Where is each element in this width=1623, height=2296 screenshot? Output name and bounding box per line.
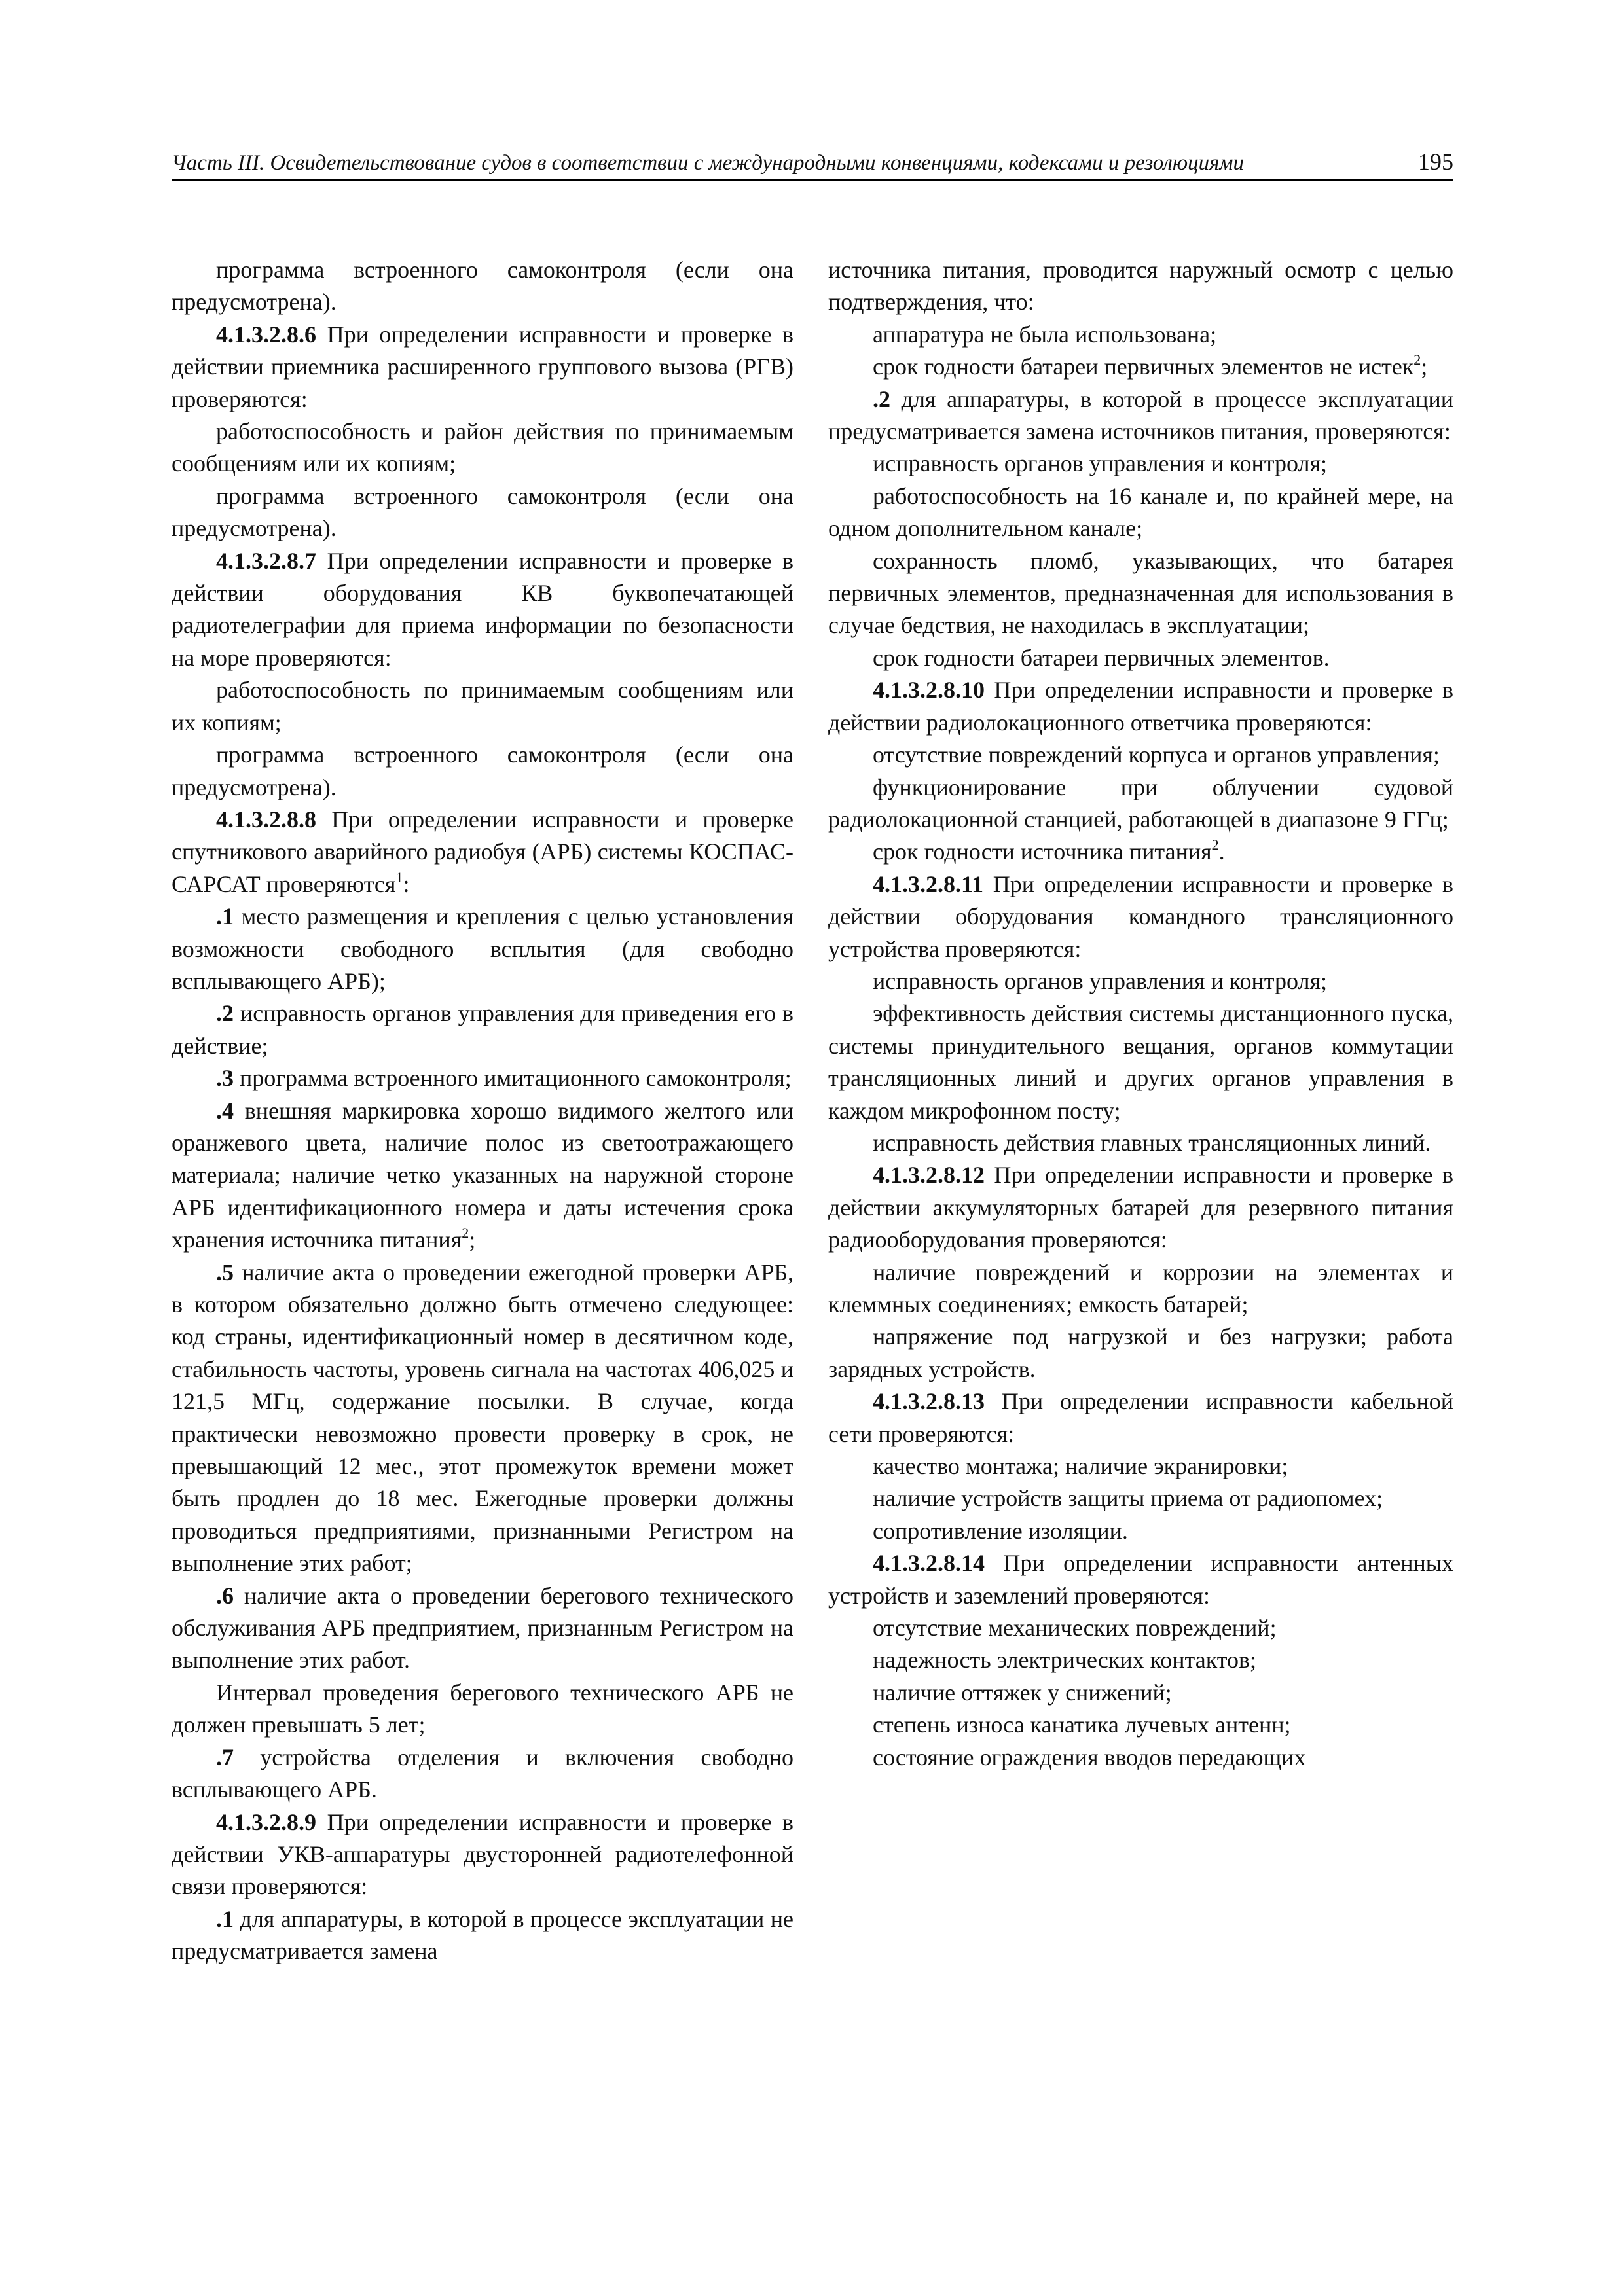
paragraph — [828, 1677, 1453, 1709]
paragraph — [828, 1612, 1453, 1644]
paragraph — [172, 1062, 793, 1094]
paragraph-text: Интервал проведения берегового технического АРБ не должен превышать 5 лет; — [172, 1679, 793, 1738]
clause-number: .1 — [216, 1905, 234, 1932]
paragraph-text: место размещения и крепления с целью установления возможности свободного всплытия (для свободно всплывающего АРБ); — [172, 903, 793, 994]
clause-number: 4.1.3.2.8.11 — [873, 870, 984, 897]
paragraph — [828, 1515, 1453, 1547]
clause-number: 4.1.3.2.8.6 — [216, 321, 316, 348]
paragraph — [828, 1321, 1453, 1386]
paragraph — [828, 1159, 1453, 1256]
paragraph — [172, 1903, 793, 1968]
clause-number: 4.1.3.2.8.13 — [873, 1388, 985, 1415]
clause-number: .5 — [216, 1259, 234, 1285]
paragraph-text: устройства отделения и включения свободно всплывающего АРБ. — [172, 1744, 793, 1803]
clause-number: .4 — [216, 1097, 234, 1124]
clause-number: 4.1.3.2.8.12 — [873, 1162, 985, 1189]
paragraph — [828, 1450, 1453, 1482]
header-title: Часть III. Освидетельствование судов в соответствии с международными конвенциями, кодексами и резолюциями — [172, 151, 1244, 175]
paragraph-text: При определении исправности и проверке в действии радиолокационного ответчика проверяются: — [828, 677, 1453, 736]
clause-number: .2 — [873, 386, 890, 412]
clause-number: .3 — [216, 1065, 234, 1092]
paragraph-text: для аппаратуры, в которой в процессе эксплуатации не предусматривается замена — [172, 1905, 793, 1965]
paragraph-text: работоспособность на 16 канале и, по крайней мере, на одном дополнительном канале; — [828, 482, 1453, 542]
paragraph-text: наличие акта о проведении ежегодной проверки АРБ, в котором обязательно должно быть отмечено следующее: код страны, идентификационный номер в десятичном коде, стабильность частоты, уровень сигнала на частотах 406,025 и 121,5 МГц, содержание посылки. В случае, когда практически невозможно провести проверку в срок, не превышающий 12 мес., этот промежуток времени может быть продлен до 18 мес. Ежегодные проверки должны проводиться предприятиями, признанными Регистром на выполнение этих работ; — [172, 1259, 793, 1577]
paragraph — [172, 1677, 793, 1742]
paragraph-text: функционирование при облучении судовой радиолокационной станцией, работающей в диапазоне 9 ГГц; — [828, 774, 1453, 833]
paragraph-text: исправность органов управления и контроля; — [873, 450, 1328, 477]
paragraph-text: надежность электрических контактов; — [873, 1647, 1256, 1674]
paragraph — [172, 997, 793, 1062]
paragraph-text: При определении исправности и проверке в действии оборудования КВ буквопечатающей радиотелеграфии для приема информации по безопасности на море проверяются: — [172, 547, 793, 671]
footnote-ref: 1 — [395, 869, 403, 886]
paragraph-text: наличие устройств защиты приема от радиопомех; — [873, 1485, 1383, 1512]
paragraph-text: При определении исправности антенных устройств и заземлений проверяются: — [828, 1550, 1453, 1609]
paragraph — [828, 739, 1453, 771]
clause-number: 4.1.3.2.8.7 — [216, 547, 316, 574]
paragraph — [172, 1806, 793, 1903]
paragraph-text: срок годности батареи первичных элементов не истек — [873, 353, 1414, 380]
paragraph-text: внешняя маркировка хорошо видимого желтого или оранжевого цвета, наличие полос из светоотражающего материала; наличие четко указанных на наружной стороне АРБ идентификационного номера и даты истечения срока хранения источника питания — [172, 1097, 793, 1253]
running-header — [172, 145, 1453, 181]
paragraph — [172, 480, 793, 545]
clause-number: 4.1.3.2.8.9 — [216, 1808, 316, 1835]
paragraph — [172, 1095, 793, 1257]
paragraph-text: При определении исправности и проверке в действии оборудования командного трансляционного устройства проверяются: — [828, 870, 1453, 962]
paragraph — [828, 997, 1453, 1127]
paragraph-tail: ; — [1421, 353, 1428, 380]
paragraph — [172, 1257, 793, 1580]
paragraph — [828, 1644, 1453, 1676]
paragraph — [828, 1127, 1453, 1159]
paragraph — [828, 1742, 1453, 1774]
clause-number: .1 — [216, 903, 234, 930]
paragraph-text: эффективность действия системы дистанционного пуска, системы принудительного вещания, органов коммутации трансляционных линий и других органов управления в каждом микрофонном посту; — [828, 1000, 1453, 1124]
paragraph-text: состояние ограждения вводов передающих — [873, 1744, 1306, 1770]
paragraph — [172, 1580, 793, 1677]
paragraph — [828, 674, 1453, 739]
paragraph — [828, 1257, 1453, 1321]
paragraph-text: наличие оттяжек у снижений; — [873, 1679, 1172, 1706]
paragraph-text: исправность органов управления для приведения его в действие; — [172, 1000, 793, 1059]
paragraph — [172, 254, 793, 319]
paragraph — [828, 642, 1453, 674]
paragraph — [828, 351, 1453, 383]
paragraph — [828, 869, 1453, 965]
paragraph-text: программа встроенного самоконтроля (если она предусмотрена). — [172, 257, 793, 315]
paragraph — [828, 965, 1453, 997]
paragraph — [828, 384, 1453, 448]
paragraph — [828, 448, 1453, 480]
footnote-ref: 2 — [462, 1225, 469, 1242]
paragraph — [172, 739, 793, 804]
paragraph-text: отсутствие механических повреждений; — [873, 1615, 1277, 1641]
paragraph-text: напряжение под нагрузкой и без нагрузки; работа зарядных устройств. — [828, 1323, 1453, 1382]
paragraph-text: программа встроенного имитационного самоконтроля; — [234, 1065, 792, 1092]
paragraph-text: степень износа канатика лучевых антенн; — [873, 1712, 1291, 1738]
paragraph — [828, 1547, 1453, 1612]
paragraph-text: исправность органов управления и контроля; — [873, 967, 1328, 994]
clause-number: .6 — [216, 1582, 234, 1609]
footnote-ref: 2 — [1211, 836, 1219, 853]
paragraph-text: аппаратура не была использована; — [873, 321, 1217, 348]
paragraph-tail: ; — [469, 1227, 476, 1253]
paragraph — [828, 836, 1453, 868]
clause-number: 4.1.3.2.8.10 — [873, 677, 985, 704]
paragraph-text: При определении исправности и проверке в действии УКВ-аппаратуры двусторонней радиотелефонной связи проверяются: — [172, 1808, 793, 1900]
paragraph-text: При определении исправности кабельной сети проверяются: — [828, 1388, 1453, 1447]
paragraph — [172, 416, 793, 480]
paragraph — [172, 545, 793, 675]
paragraph-text: источника питания, проводится наружный осмотр с целью подтверждения, что: — [828, 257, 1453, 315]
left-column — [172, 254, 793, 1968]
paragraph — [172, 804, 793, 901]
paragraph-text: работоспособность и район действия по принимаемым сообщениям или их копиям; — [172, 418, 793, 477]
paragraph — [828, 1386, 1453, 1450]
paragraph — [828, 1709, 1453, 1741]
paragraph-text: срок годности источника питания — [873, 838, 1212, 865]
paragraph — [172, 674, 793, 739]
paragraph — [828, 319, 1453, 351]
clause-number: .2 — [216, 1000, 234, 1027]
clause-number: 4.1.3.2.8.8 — [216, 806, 316, 833]
paragraph-text: программа встроенного самоконтроля (если она предусмотрена). — [172, 482, 793, 542]
paragraph-text: срок годности батареи первичных элементов. — [873, 644, 1330, 671]
paragraph-tail: . — [1218, 838, 1225, 865]
paragraph — [828, 480, 1453, 545]
paragraph-text: При определении исправности и проверке спутникового аварийного радиобуя (АРБ) системы КОСПАС-САРСАТ проверяются — [172, 806, 793, 897]
paragraph-text: качество монтажа; наличие экранировки; — [873, 1453, 1288, 1480]
paragraph — [828, 254, 1453, 319]
paragraph — [172, 901, 793, 997]
paragraph-text: При определении исправности и проверке в действии приемника расширенного группового вызова (РГВ) проверяются: — [172, 321, 793, 412]
paragraph-text: сопротивление изоляции. — [873, 1517, 1128, 1544]
footnote-ref: 2 — [1413, 351, 1421, 368]
paragraph-tail: : — [403, 870, 410, 897]
paragraph-text: При определении исправности и проверке в действии аккумуляторных батарей для резервного питания радиооборудования проверяются: — [828, 1162, 1453, 1253]
paragraph-text: для аппаратуры, в которой в процессе эксплуатации предусматривается замена источников питания, проверяются: — [828, 386, 1453, 445]
paragraph-text: наличие акта о проведении берегового технического обслуживания АРБ предприятием, признанным Регистром на выполнение этих работ. — [172, 1582, 793, 1674]
paragraph-text: программа встроенного самоконтроля (если она предусмотрена). — [172, 742, 793, 800]
paragraph — [172, 1742, 793, 1806]
paragraph — [172, 319, 793, 416]
clause-number: .7 — [216, 1744, 234, 1770]
paragraph — [828, 772, 1453, 836]
paragraph-text: наличие повреждений и коррозии на элементах и клеммных соединениях; емкость батарей; — [828, 1259, 1453, 1318]
paragraph-text: работоспособность по принимаемым сообщениям или их копиям; — [172, 677, 793, 736]
page-number: 195 — [1418, 149, 1453, 175]
clause-number: 4.1.3.2.8.14 — [873, 1550, 985, 1577]
paragraph — [828, 1482, 1453, 1515]
paragraph — [828, 545, 1453, 642]
paragraph-text: отсутствие повреждений корпуса и органов управления; — [873, 742, 1440, 768]
right-column — [828, 254, 1453, 1774]
paragraph-text: сохранность пломб, указывающих, что батарея первичных элементов, предназначенная для использования в случае бедствия, не находилась в эксплуатации; — [828, 547, 1453, 639]
paragraph-text: исправность действия главных трансляционных линий. — [873, 1129, 1431, 1156]
